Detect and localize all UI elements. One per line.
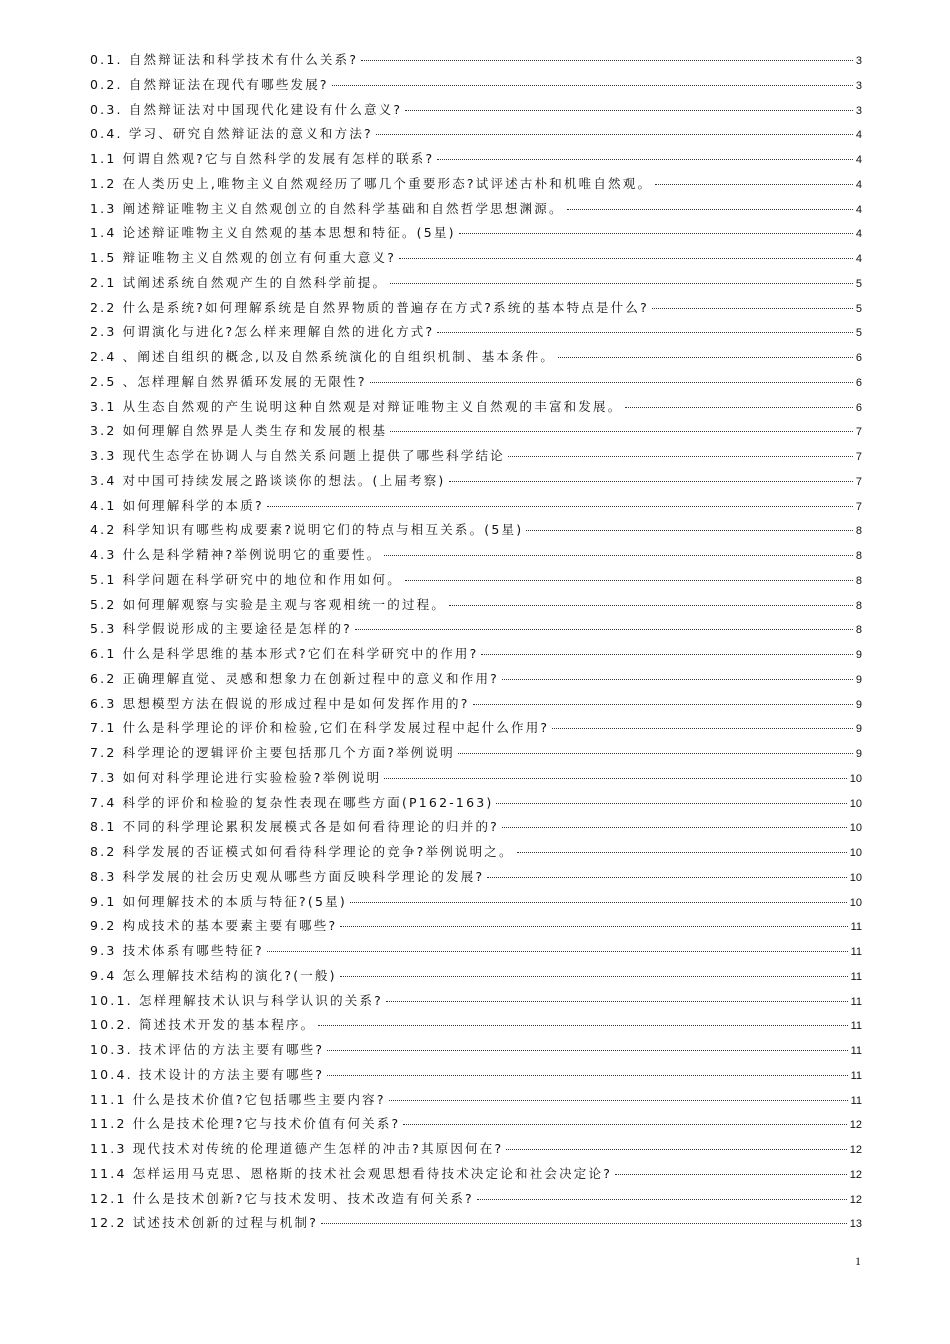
toc-entry-title: 7.3 如何对科学理论进行实验检验?举例说明 xyxy=(90,769,382,785)
toc-entry-title: 3.3 现代生态学在协调人与自然关系问题上提供了哪些科学结论 xyxy=(90,448,505,463)
toc-entry[interactable] xyxy=(90,1213,862,1238)
toc-entry[interactable] xyxy=(90,694,862,719)
dot-leader xyxy=(496,803,846,804)
dot-leader xyxy=(502,827,847,828)
toc-entry-title: 10.3. 技术评估的方法主要有哪些? xyxy=(90,1042,325,1057)
toc-entry-page: 9 xyxy=(855,698,862,711)
dot-leader xyxy=(437,332,853,333)
toc-entry-title: 1.5 辩证唯物主义自然观的创立有何重大意义? xyxy=(90,250,397,265)
dot-leader xyxy=(389,1100,848,1101)
toc-entry-page: 12 xyxy=(849,1144,862,1156)
dot-leader xyxy=(458,753,853,754)
dot-leader xyxy=(390,283,853,284)
toc-entry-page: 11 xyxy=(850,1020,862,1033)
toc-entry[interactable] xyxy=(90,669,862,694)
dot-leader xyxy=(384,555,852,556)
toc-entry-page: 10 xyxy=(849,822,862,835)
dot-leader xyxy=(405,580,853,581)
toc-entry[interactable] xyxy=(90,570,862,595)
toc-entry-title: 1.4 论述辩证唯物主义自然观的基本思想和特征。(5星) xyxy=(90,225,456,241)
toc-entry-title: 4.3 什么是科学精神?举例说明它的重要性。 xyxy=(90,547,382,562)
toc-entry-title: 11.1 什么是技术价值?它包括哪些主要内容? xyxy=(90,1091,386,1107)
toc-entry[interactable] xyxy=(90,595,862,620)
toc-entry-title: 10.4. 技术设计的方法主要有哪些? xyxy=(90,1066,325,1082)
toc-entry-title: 11.2 什么是技术伦理?它与技术价值有何关系? xyxy=(90,1116,401,1132)
toc-entry-page: 7 xyxy=(855,475,862,488)
toc-entry-page: 10 xyxy=(849,896,862,909)
toc-entry-page: 9 xyxy=(855,723,862,736)
dot-leader xyxy=(508,456,853,457)
toc-entry[interactable] xyxy=(90,446,862,471)
dot-leader xyxy=(615,1174,847,1175)
dot-leader xyxy=(506,1149,846,1150)
toc-entry-page: 7 xyxy=(855,426,862,439)
dot-leader xyxy=(399,258,853,259)
toc-entry[interactable] xyxy=(90,545,862,570)
toc-entry[interactable] xyxy=(90,149,862,174)
toc-entry-title: 11.3 现代技术对传统的伦理道德产生怎样的冲击?其原因何在? xyxy=(90,1141,504,1156)
toc-entry-page: 5 xyxy=(855,327,862,340)
toc-entry-page: 5 xyxy=(855,302,862,315)
toc-entry-title: 0.2. 自然辩证法在现代有哪些发展? xyxy=(90,76,329,92)
toc-entry[interactable] xyxy=(90,991,862,1016)
toc-entry[interactable] xyxy=(90,199,862,224)
dot-leader xyxy=(384,778,846,779)
dot-leader xyxy=(327,1075,847,1076)
toc-entry-page: 8 xyxy=(855,574,862,587)
toc-entry-page: 8 xyxy=(855,550,862,562)
toc-entry[interactable] xyxy=(90,768,862,793)
toc-entry[interactable] xyxy=(90,248,862,273)
toc-entry-title: 1.1 何谓自然观?它与自然科学的发展有怎样的联系? xyxy=(90,151,435,166)
toc-entry[interactable] xyxy=(90,223,862,248)
toc-entry-title: 2.2 什么是系统?如何理解系统是自然界物质的普遍存在方式?系统的基本特点是什么? xyxy=(90,299,649,315)
toc-entry[interactable] xyxy=(90,1015,862,1040)
dot-leader xyxy=(327,1050,847,1051)
toc-entry-title: 5.1 科学问题在科学研究中的地位和作用如何。 xyxy=(90,571,402,587)
dot-leader xyxy=(318,1025,847,1026)
toc-entry-page: 11 xyxy=(850,1045,862,1057)
toc-entry[interactable] xyxy=(90,817,862,842)
toc-entry-page: 13 xyxy=(849,1218,862,1231)
toc-entry[interactable] xyxy=(90,421,862,446)
dot-leader xyxy=(473,704,853,705)
toc-entry-page: 11 xyxy=(850,1069,862,1082)
dot-leader xyxy=(652,308,853,309)
dot-leader xyxy=(267,951,848,952)
toc-entry[interactable] xyxy=(90,50,862,75)
toc-entry-page: 10 xyxy=(849,871,862,884)
dot-leader xyxy=(487,877,846,878)
toc-entry-page: 8 xyxy=(855,624,862,637)
toc-entry-page: 11 xyxy=(850,946,862,958)
dot-leader xyxy=(449,605,853,606)
toc-entry-page: 6 xyxy=(855,352,862,364)
toc-entry-title: 1.2 在人类历史上,唯物主义自然观经历了哪几个重要形态?试评述古朴和机唯自然观。 xyxy=(90,175,653,191)
dot-leader xyxy=(340,926,847,927)
toc-entry-page: 4 xyxy=(855,253,862,265)
toc-entry-title: 3.2 如何理解自然界是人类生存和发展的根基 xyxy=(90,423,388,439)
toc-entry-page: 11 xyxy=(850,921,862,934)
dot-leader xyxy=(376,134,853,135)
toc-entry-title: 4.1 如何理解科学的本质? xyxy=(90,497,264,513)
toc-entry-title: 3.1 从生态自然观的产生说明这种自然观是对辩证唯物主义自然观的丰富和发展。 xyxy=(90,398,623,414)
toc-entry[interactable] xyxy=(90,1040,862,1065)
toc-entry[interactable] xyxy=(90,273,862,298)
toc-entry-title: 5.3 科学假说形成的主要途径是怎样的? xyxy=(90,621,352,637)
toc-entry-title: 6.2 正确理解直觉、灵感和想象力在创新过程中的意义和作用? xyxy=(90,670,499,686)
toc-entry-title: 7.4 科学的评价和检验的复杂性表现在哪些方面(P162-163) xyxy=(90,794,494,810)
toc-entry-page: 10 xyxy=(849,772,862,785)
toc-entry-page: 7 xyxy=(855,500,862,513)
toc-entry-title: 12.1 什么是技术创新?它与技术发明、技术改造有何关系? xyxy=(90,1190,474,1206)
toc-entry-page: 10 xyxy=(849,847,862,859)
dot-leader xyxy=(321,1223,847,1224)
dot-leader xyxy=(502,679,853,680)
toc-entry-title: 9.4 怎么理解技术结构的演化?(一般) xyxy=(90,967,337,983)
toc-entry-title: 10.1. 怎样理解技术认识与科学认识的关系? xyxy=(90,992,384,1008)
dot-leader xyxy=(526,530,853,531)
toc-entry[interactable] xyxy=(90,743,862,768)
toc-entry[interactable] xyxy=(90,1139,862,1164)
toc-entry[interactable] xyxy=(90,892,862,917)
toc-entry-page: 4 xyxy=(855,228,862,241)
toc-entry-page: 3 xyxy=(855,104,862,117)
toc-entry-title: 7.1 什么是科学理论的评价和检验,它们在科学发展过程中起什么作用? xyxy=(90,720,550,736)
dot-leader xyxy=(340,976,848,977)
toc-entry-title: 0.3. 自然辩证法对中国现代化建设有什么意义? xyxy=(90,101,403,117)
toc-entry-title: 10.2. 简述技术开发的基本程序。 xyxy=(90,1017,316,1033)
toc-entry[interactable] xyxy=(90,397,862,422)
dot-leader xyxy=(625,407,852,408)
toc-entry[interactable] xyxy=(90,966,862,991)
toc-entry[interactable] xyxy=(90,1164,862,1189)
toc-entry-page: 12 xyxy=(849,1193,862,1206)
toc-entry[interactable] xyxy=(90,842,862,867)
dot-leader xyxy=(477,1199,847,1200)
toc-entry-title: 9.2 构成技术的基本要素主要有哪些? xyxy=(90,918,338,934)
dot-leader xyxy=(355,629,853,630)
toc-entry-page: 6 xyxy=(855,401,862,414)
toc-entry[interactable] xyxy=(90,1189,862,1214)
dot-leader xyxy=(386,1001,848,1002)
toc-entry-title: 9.1 如何理解技术的本质与特征?(5星) xyxy=(90,893,347,909)
toc-entry-title: 12.2 试述技术创新的过程与机制? xyxy=(90,1215,319,1231)
toc-entry[interactable] xyxy=(90,916,862,941)
toc-entry[interactable] xyxy=(90,124,862,149)
dot-leader xyxy=(567,209,853,210)
dot-leader xyxy=(459,233,853,234)
dot-leader xyxy=(361,60,853,61)
toc-entry-page: 6 xyxy=(855,376,862,389)
dot-leader xyxy=(370,382,853,383)
toc-entry[interactable] xyxy=(90,793,862,818)
toc-entry[interactable] xyxy=(90,496,862,521)
toc-entry-title: 0.1. 自然辩证法和科学技术有什么关系? xyxy=(90,52,359,67)
dot-leader xyxy=(437,159,853,160)
toc-entry-title: 7.2 科学理论的逻辑评价主要包括那几个方面?举例说明 xyxy=(90,745,455,760)
toc-entry-page: 4 xyxy=(855,203,862,216)
toc-entry[interactable] xyxy=(90,347,862,372)
toc-entry-page: 9 xyxy=(855,649,862,661)
toc-entry-page: 9 xyxy=(855,748,862,760)
dot-leader xyxy=(449,481,853,482)
toc-entry-page: 8 xyxy=(855,525,862,538)
toc-entry-page: 4 xyxy=(855,129,862,142)
toc-entry-title: 8.2 科学发展的否证模式如何看待科学理论的竞争?举例说明之。 xyxy=(90,844,514,859)
toc-entry-page: 4 xyxy=(855,178,862,191)
toc-entry-page: 9 xyxy=(855,673,862,686)
toc-entry-page: 3 xyxy=(855,79,862,92)
toc-entry[interactable] xyxy=(90,322,862,347)
toc-entry-title: 4.2 科学知识有哪些构成要素?说明它们的特点与相互关系。(5星) xyxy=(90,522,524,538)
toc-entry-page: 11 xyxy=(850,970,862,983)
toc-entry-page: 4 xyxy=(855,154,862,166)
toc-entry[interactable] xyxy=(90,372,862,397)
toc-entry[interactable] xyxy=(90,644,862,669)
page-number: 1 xyxy=(855,1254,861,1268)
toc-entry[interactable] xyxy=(90,867,862,892)
toc-entry[interactable] xyxy=(90,100,862,125)
toc-entry-title: 8.1 不同的科学理论累积发展模式各是如何看待理论的归并的? xyxy=(90,819,499,835)
toc-entry-title: 6.3 思想模型方法在假说的形成过程中是如何发挥作用的? xyxy=(90,695,470,711)
toc-entry[interactable] xyxy=(90,619,862,644)
toc-entry-page: 5 xyxy=(855,277,862,290)
toc-entry-title: 2.3 何谓演化与进化?怎么样来理解自然的进化方式? xyxy=(90,324,435,340)
toc-entry-page: 7 xyxy=(855,451,862,463)
toc-entry-title: 3.4 对中国可持续发展之路谈谈你的想法。(上届考察) xyxy=(90,472,446,488)
toc-entry[interactable] xyxy=(90,75,862,100)
toc-entry-page: 3 xyxy=(855,55,862,67)
dot-leader xyxy=(403,1124,846,1125)
toc-entry[interactable] xyxy=(90,174,862,199)
toc-entry-title: 2.5 、怎样理解自然界循环发展的无限性? xyxy=(90,373,367,389)
toc-entry-title: 2.1 试阐述系统自然观产生的自然科学前提。 xyxy=(90,274,388,290)
toc-entry[interactable] xyxy=(90,718,862,743)
dot-leader xyxy=(481,654,852,655)
dot-leader xyxy=(390,431,853,432)
toc-entry[interactable] xyxy=(90,1065,862,1090)
toc-entry-title: 6.1 什么是科学思维的基本形式?它们在科学研究中的作用? xyxy=(90,646,479,661)
toc-entry[interactable] xyxy=(90,298,862,323)
dot-leader xyxy=(405,110,853,111)
toc-entry-page: 12 xyxy=(849,1119,862,1132)
dot-leader xyxy=(558,357,853,358)
toc-entry-title: 0.4. 学习、研究自然辩证法的意义和方法? xyxy=(90,126,373,142)
dot-leader xyxy=(332,85,853,86)
toc-entry-page: 10 xyxy=(849,797,862,810)
toc-entry-title: 1.3 阐述辩证唯物主义自然观创立的自然科学基础和自然哲学思想渊源。 xyxy=(90,200,564,216)
dot-leader xyxy=(517,852,847,853)
toc-entry[interactable] xyxy=(90,1090,862,1115)
toc-entry-title: 2.4 、阐述自组织的概念,以及自然系统演化的自组织机制、基本条件。 xyxy=(90,349,556,364)
toc-entry-title: 11.4 怎样运用马克思、恩格斯的技术社会观思想看待技术决定论和社会决定论? xyxy=(90,1165,613,1181)
dot-leader xyxy=(552,728,853,729)
toc-entry[interactable] xyxy=(90,941,862,966)
dot-leader xyxy=(350,902,847,903)
toc-entry-title: 5.2 如何理解观察与实验是主观与客观相统一的过程。 xyxy=(90,596,447,612)
toc-entry[interactable] xyxy=(90,1114,862,1139)
toc-entry-page: 12 xyxy=(849,1168,862,1181)
toc-entry-page: 11 xyxy=(850,995,862,1008)
toc-entry-title: 9.3 技术体系有哪些特征? xyxy=(90,943,264,958)
dot-leader xyxy=(655,184,853,185)
toc-entry-page: 8 xyxy=(855,599,862,612)
toc-entry[interactable] xyxy=(90,520,862,545)
toc-entry-page: 11 xyxy=(850,1094,862,1107)
table-of-contents xyxy=(90,50,862,1238)
toc-entry-title: 8.3 科学发展的社会历史观从哪些方面反映科学理论的发展? xyxy=(90,868,485,884)
toc-entry[interactable] xyxy=(90,471,862,496)
dot-leader xyxy=(267,506,853,507)
